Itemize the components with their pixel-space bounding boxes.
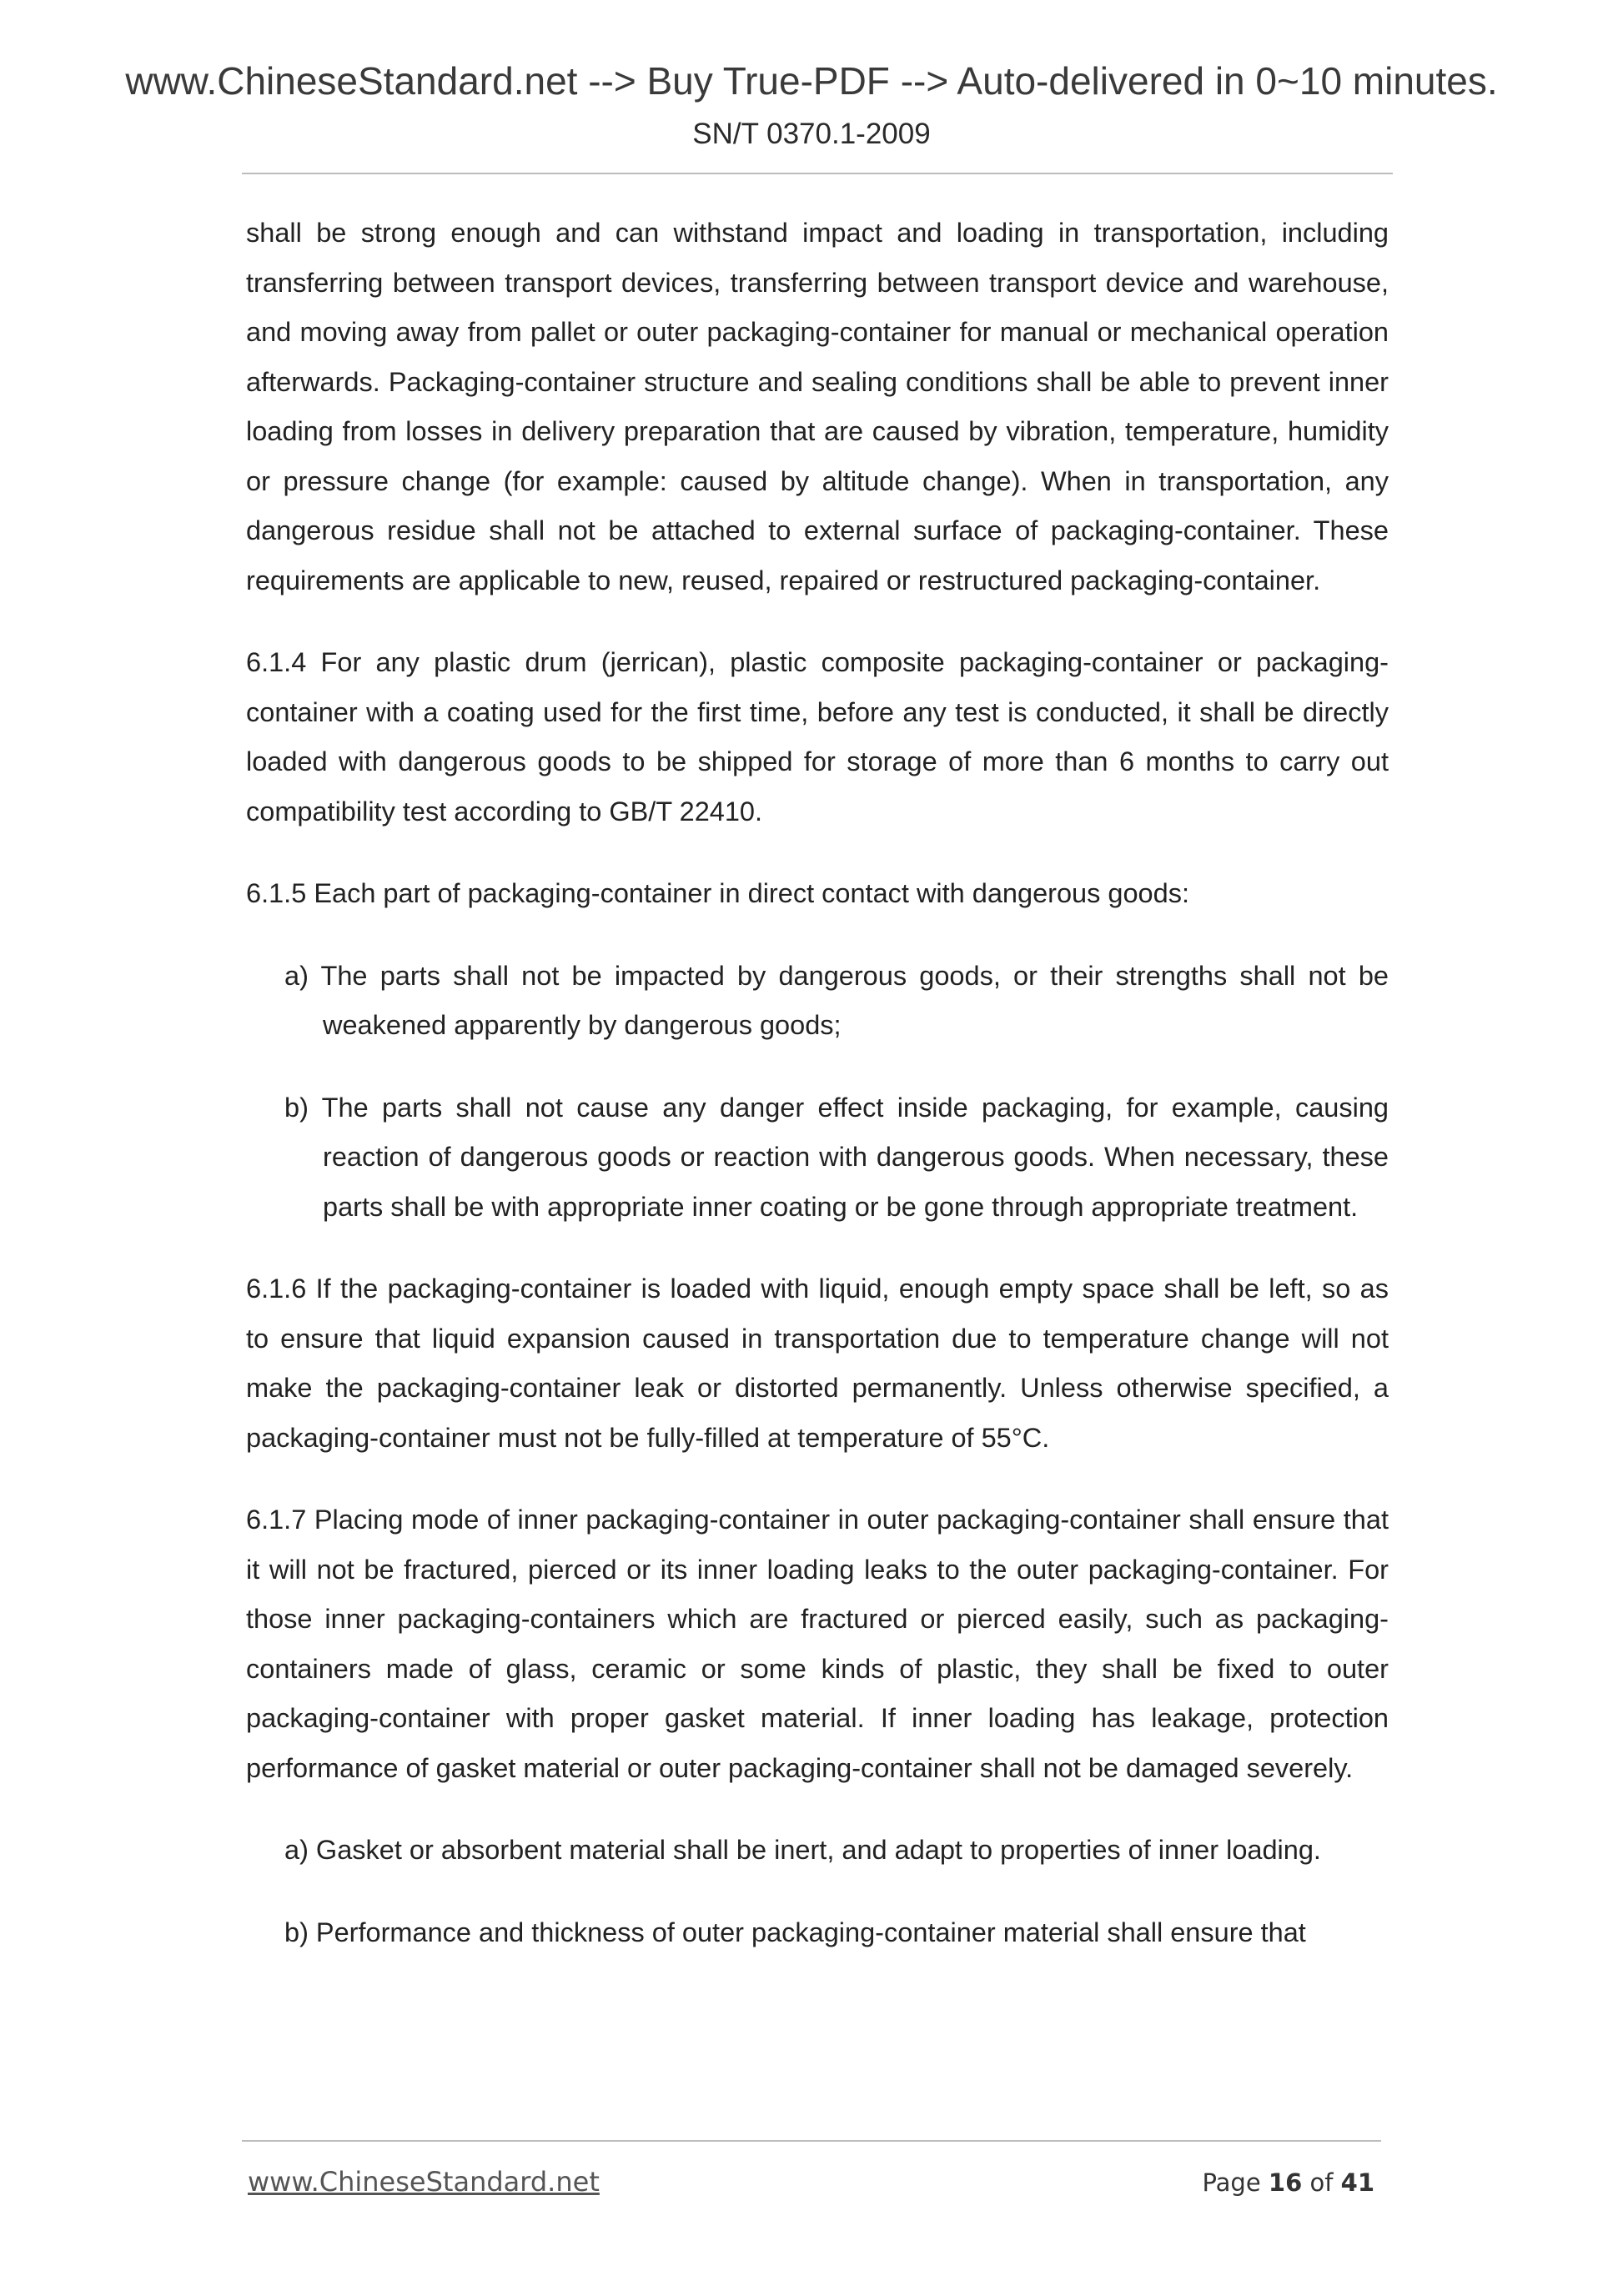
clause-6-1-7-item-b: b) Performance and thickness of outer packaging-container material shall ensure that xyxy=(284,1917,1306,1947)
footer-website-link[interactable]: www.ChineseStandard.net xyxy=(248,2166,600,2198)
page-of-label: of xyxy=(1309,2168,1334,2197)
clause-6-1-7: 6.1.7 Placing mode of inner packaging-container in outer packaging-container shall ensure that it will not be fractured, pierced or its inner loading leaks to the outer packaging-container. For those inner packaging-containers which are fractured or pierced easily, such as packaging-containers made of glass, ceramic or some kinds of plastic, they shall be fixed to outer packaging-container with proper gasket material. If inner loading has leakage, protection performance of gasket material or outer packaging-container shall not be damaged severely. xyxy=(246,1505,1389,1783)
header-banner[interactable]: www.ChineseStandard.net --> Buy True-PDF --> Auto-delivered in 0~10 minutes. xyxy=(125,59,1498,103)
page-current: 16 xyxy=(1268,2168,1303,2197)
page-label: Page xyxy=(1202,2168,1261,2197)
clause-6-1-7-item-a: a) Gasket or absorbent material shall be inert, and adapt to properties of inner loading. xyxy=(284,1835,1321,1865)
paragraph-continuation: shall be strong enough and can withstand impact and loading in transportation, including transferring between transport devices, transferring between transport device and warehouse, and moving away from pallet or outer packaging-container for manual or mechanical operation afterwards. Packaging-container structure and sealing conditions shall be able to prevent inner loading from losses in delivery preparation that are caused by vibration, temperature, humidity or pressure change (for example: caused by altitude change). When in transportation, any dangerous residue shall not be attached to external surface of packaging-container. These requirements are applicable to new, reused, repaired or restructured packaging-container. xyxy=(246,218,1389,595)
page-total: 41 xyxy=(1340,2168,1374,2197)
footer-divider xyxy=(242,2140,1381,2142)
page-number xyxy=(1202,2168,1374,2197)
clause-6-1-4: 6.1.4 For any plastic drum (jerrican), plastic composite packaging-container or packaging-container with a coating used for the first time, before any test is conducted, it shall be directly loaded with dangerous goods to be shipped for storage of more than 6 months to carry out compatibility test according to GB/T 22410. xyxy=(246,647,1389,826)
clause-6-1-6: 6.1.6 If the packaging-container is loaded with liquid, enough empty space shall be left, so as to ensure that liquid expansion caused in transportation due to temperature change will not make the packaging-container leak or distorted permanently. Unless otherwise specified, a packaging-container must not be fully-filled at temperature of 55°C. xyxy=(246,1274,1389,1453)
clause-6-1-5: 6.1.5 Each part of packaging-container in direct contact with dangerous goods: xyxy=(246,878,1189,908)
clause-6-1-5-item-b: b) The parts shall not cause any danger effect inside packaging, for example, causing reaction of dangerous goods or reaction with dangerous goods. When necessary, these parts shall be with appropriate inner coating or be gone through appropriate treatment. xyxy=(284,1092,1389,1222)
page-content xyxy=(246,208,1389,1990)
standard-code: SN/T 0370.1-2009 xyxy=(692,118,931,150)
header-divider xyxy=(242,173,1393,174)
clause-6-1-5-item-a: a) The parts shall not be impacted by dangerous goods, or their strengths shall not be weakened apparently by dangerous goods; xyxy=(284,960,1389,1040)
